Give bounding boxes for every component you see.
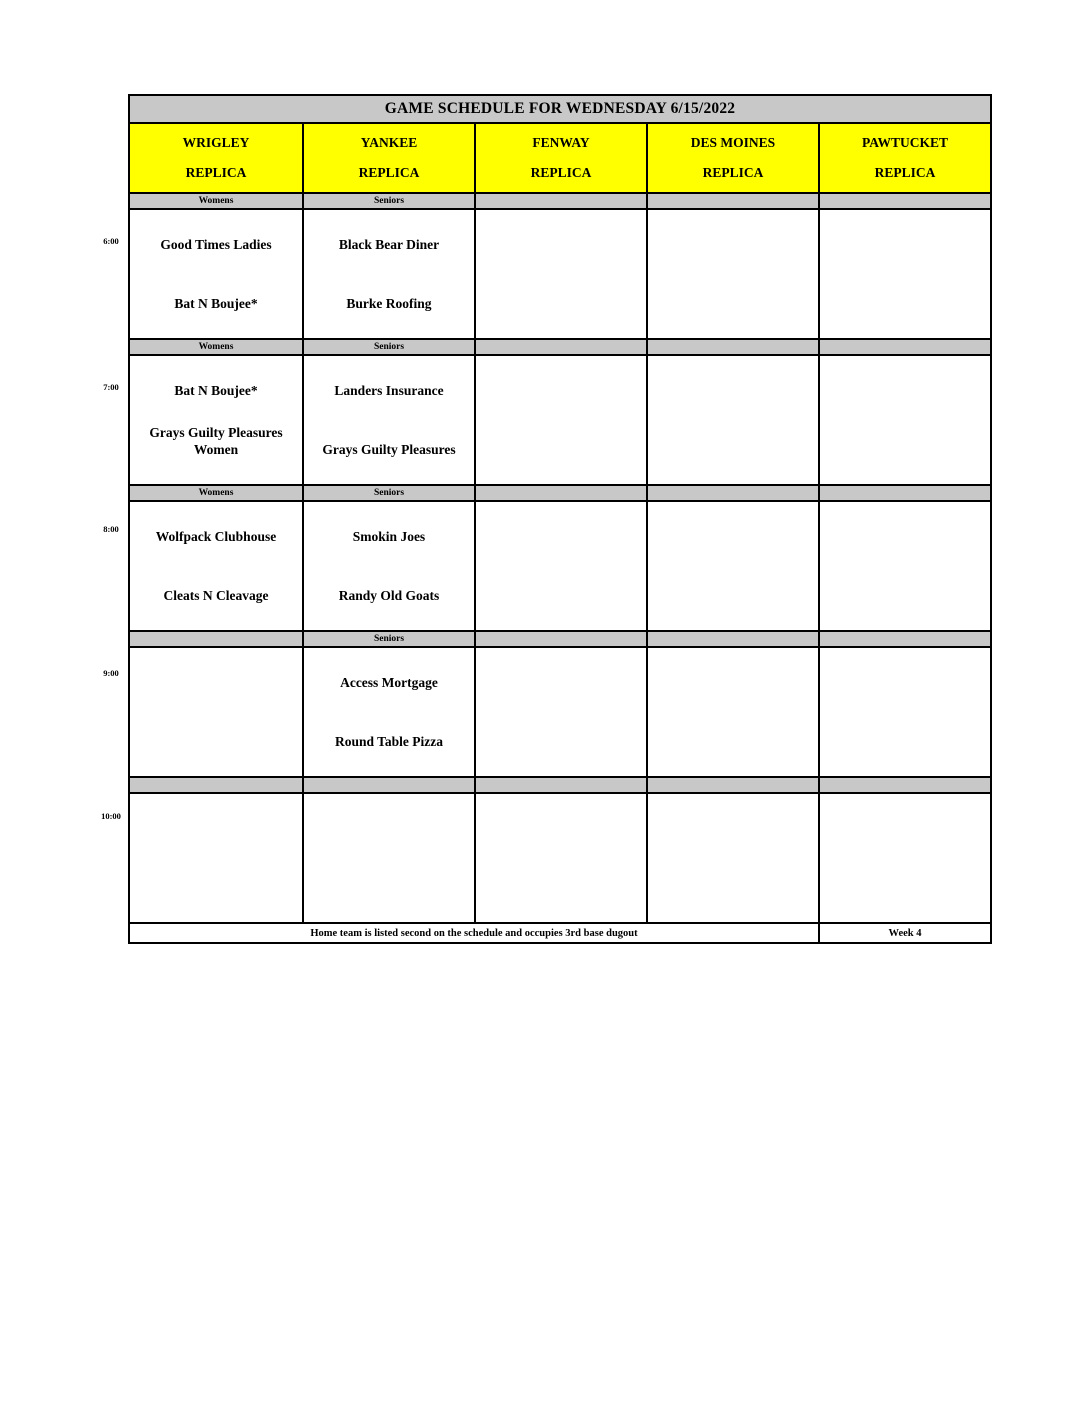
game-cell: [819, 793, 991, 923]
schedule-table-container: [128, 94, 990, 944]
game-cell: [819, 501, 991, 631]
away-team: Smokin Joes: [352, 529, 426, 544]
division-row-slot-4: [129, 777, 991, 793]
game-row-slot-0: [129, 209, 991, 339]
division-label: Seniors: [303, 339, 475, 355]
game-cell: [475, 355, 647, 485]
field-subtitle: REPLICA: [874, 165, 936, 180]
division-label: [475, 339, 647, 355]
field-header-yankee: [303, 123, 475, 193]
division-label: Seniors: [303, 193, 475, 209]
division-label: [819, 485, 991, 501]
game-cell: [303, 355, 475, 485]
home-team: Grays Guilty Pleasures: [322, 442, 456, 457]
game-cell: [303, 209, 475, 339]
division-label: Seniors: [303, 485, 475, 501]
footer-note: Home team is listed second on the schedule and occupies 3rd base dugout: [129, 923, 819, 943]
game-schedule-table: [128, 94, 992, 944]
division-row-slot-2: [129, 485, 991, 501]
division-label: [819, 631, 991, 647]
game-row-slot-2: [129, 501, 991, 631]
away-team: Black Bear Diner: [338, 237, 440, 252]
schedule-title-row: [129, 95, 991, 123]
home-team: Grays Guilty Pleasures Women: [149, 425, 283, 457]
division-row-slot-0: [129, 193, 991, 209]
home-team: Cleats N Cleavage: [163, 588, 269, 603]
game-cell: [129, 501, 303, 631]
field-header-pawtucket: [819, 123, 991, 193]
division-label: [819, 193, 991, 209]
division-label: [647, 777, 819, 793]
page-title: GAME SCHEDULE FOR WEDNESDAY 6/15/2022: [129, 95, 991, 123]
field-subtitle: REPLICA: [530, 165, 592, 180]
field-name: DES MOINES: [690, 135, 776, 150]
game-cell: [475, 209, 647, 339]
home-team: Bat N Boujee*: [174, 296, 258, 311]
division-label: [647, 339, 819, 355]
game-row-slot-4: [129, 793, 991, 923]
division-label: [819, 339, 991, 355]
field-header-fenway: [475, 123, 647, 193]
division-label: Womens: [129, 485, 303, 501]
game-cell: [303, 793, 475, 923]
game-cell: [819, 209, 991, 339]
division-label: [475, 193, 647, 209]
game-cell: [475, 793, 647, 923]
game-cell: [647, 793, 819, 923]
game-cell: [129, 209, 303, 339]
division-row-slot-3: [129, 631, 991, 647]
away-team: Bat N Boujee*: [174, 383, 258, 398]
division-label: [475, 631, 647, 647]
division-label: [129, 631, 303, 647]
division-label: Womens: [129, 193, 303, 209]
division-label: Seniors: [303, 631, 475, 647]
game-cell: [647, 355, 819, 485]
time-label-slot-4: 10:00: [101, 811, 121, 821]
division-label: [647, 485, 819, 501]
game-cell: [475, 501, 647, 631]
game-cell: [819, 647, 991, 777]
away-team: Landers Insurance: [334, 383, 444, 398]
home-team: Burke Roofing: [346, 296, 432, 311]
field-header-wrigley: [129, 123, 303, 193]
division-label: Womens: [129, 339, 303, 355]
schedule-footer-row: [129, 923, 991, 943]
game-cell: [475, 647, 647, 777]
game-row-slot-3: [129, 647, 991, 777]
time-label-slot-3: 9:00: [103, 668, 119, 678]
home-team: Randy Old Goats: [338, 588, 440, 603]
field-header-des-moines: [647, 123, 819, 193]
game-cell: [647, 209, 819, 339]
division-label: [819, 777, 991, 793]
field-name: WRIGLEY: [182, 135, 250, 150]
division-label: [647, 193, 819, 209]
game-cell: [129, 793, 303, 923]
game-row-slot-1: [129, 355, 991, 485]
game-cell: [129, 355, 303, 485]
away-team: Good Times Ladies: [160, 237, 272, 252]
time-label-slot-0: 6:00: [103, 236, 119, 246]
division-label: [475, 777, 647, 793]
division-label: [303, 777, 475, 793]
field-subtitle: REPLICA: [185, 165, 247, 180]
field-subtitle: REPLICA: [358, 165, 420, 180]
field-subtitle: REPLICA: [702, 165, 764, 180]
game-cell: [647, 647, 819, 777]
field-name: YANKEE: [360, 135, 418, 150]
field-name: PAWTUCKET: [862, 135, 949, 150]
division-label: [647, 631, 819, 647]
away-team: Wolfpack Clubhouse: [155, 529, 277, 544]
week-label: Week 4: [819, 923, 991, 943]
game-cell: [647, 501, 819, 631]
home-team: Round Table Pizza: [334, 734, 444, 749]
game-cell: [303, 501, 475, 631]
game-cell: [303, 647, 475, 777]
field-name: FENWAY: [532, 135, 590, 150]
game-cell: [819, 355, 991, 485]
division-row-slot-1: [129, 339, 991, 355]
field-header-row: [129, 123, 991, 193]
time-label-slot-1: 7:00: [103, 382, 119, 392]
away-team: Access Mortgage: [340, 675, 438, 690]
division-label: [475, 485, 647, 501]
time-label-slot-2: 8:00: [103, 524, 119, 534]
game-cell: [129, 647, 303, 777]
division-label: [129, 777, 303, 793]
